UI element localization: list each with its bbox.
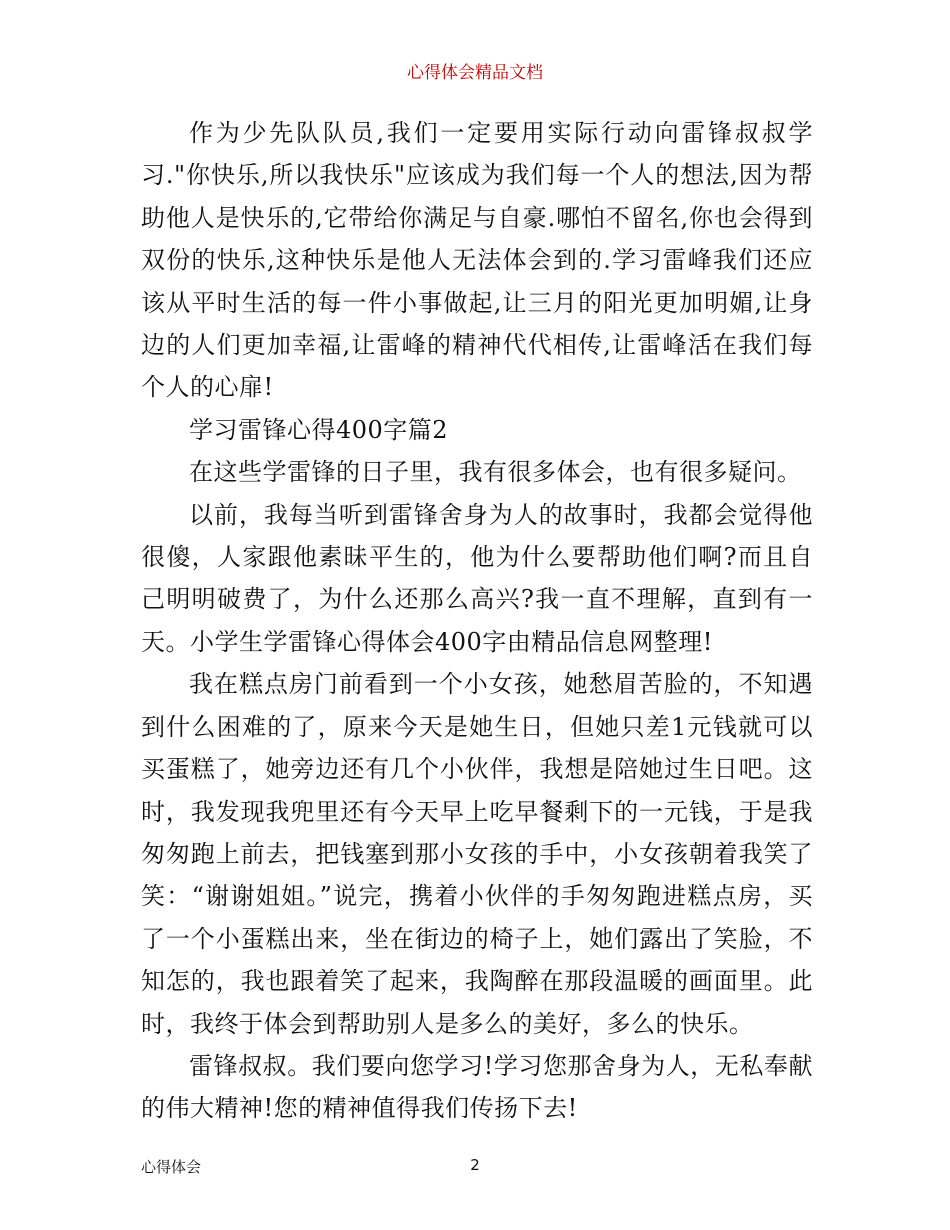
paragraph-3: 以前，我每当听到雷锋舍身为人的故事时，我都会觉得他很傻，人家跟他素昧平生的，他为什么要帮助他们啊?而且自己明明破费了，为什么还那么高兴?我一直不理解，直到有一天。小学生学雷锋心得体会400字由精品信息网整理! [141,500,813,656]
document-header-title: 心得体会精品文档 [407,63,543,83]
paragraph-4: 我在糕点房门前看到一个小女孩，她愁眉苦脸的，不知遇到什么困难的了，原来今天是她生日，但她只差1元钱就可以买蛋糕了，她旁边还有几个小伙伴，我想是陪她过生日吧。这时，我发现我兜里还有今天早上吃早餐剩下的一元钱，于是我匆匆跑上前去，把钱塞到那小女孩的手中，小女孩朝着我笑了笑：“谢谢姐姐。”说完，携着小伙伴的手匆匆跑进糕点房，买了一个小蛋糕出来，坐在街边的椅子上，她们露出了笑脸，不知怎的，我也跟着笑了起来，我陶醉在那段温暖的画面里。此时，我终于体会到帮助别人是多么的美好，多么的快乐。 [141,670,813,1038]
footer-label: 心得体会 [141,1158,202,1176]
paragraph-2: 在这些学雷锋的日子里，我有很多体会，也有很多疑问。 [189,458,802,487]
paragraph-1: 作为少先队队员,我们一定要用实际行动向雷锋叔叔学习."你快乐,所以我快乐"应该成为我们每一个人的想法,因为帮助他人是快乐的,它带给你满足与自豪.哪怕不留名,你也会得到双份的快乐,这种快乐是他人无法体会到的.学习雷峰我们还应该从平时生活的每一件小事做起,让三月的阳光更加明媚,让身边的人们更加幸福,让雷峰的精神代代相传,让雷峰活在我们每个人的心扉! [141,119,813,402]
page-number: 2 [470,1156,480,1174]
document-body [141,112,813,1130]
section-heading: 学习雷锋心得400字篇2 [189,415,449,444]
paragraph-5: 雷锋叔叔。我们要向您学习!学习您那舍身为人，无私奉献的伟大精神!您的精神值得我们传扬下去! [141,1051,813,1123]
